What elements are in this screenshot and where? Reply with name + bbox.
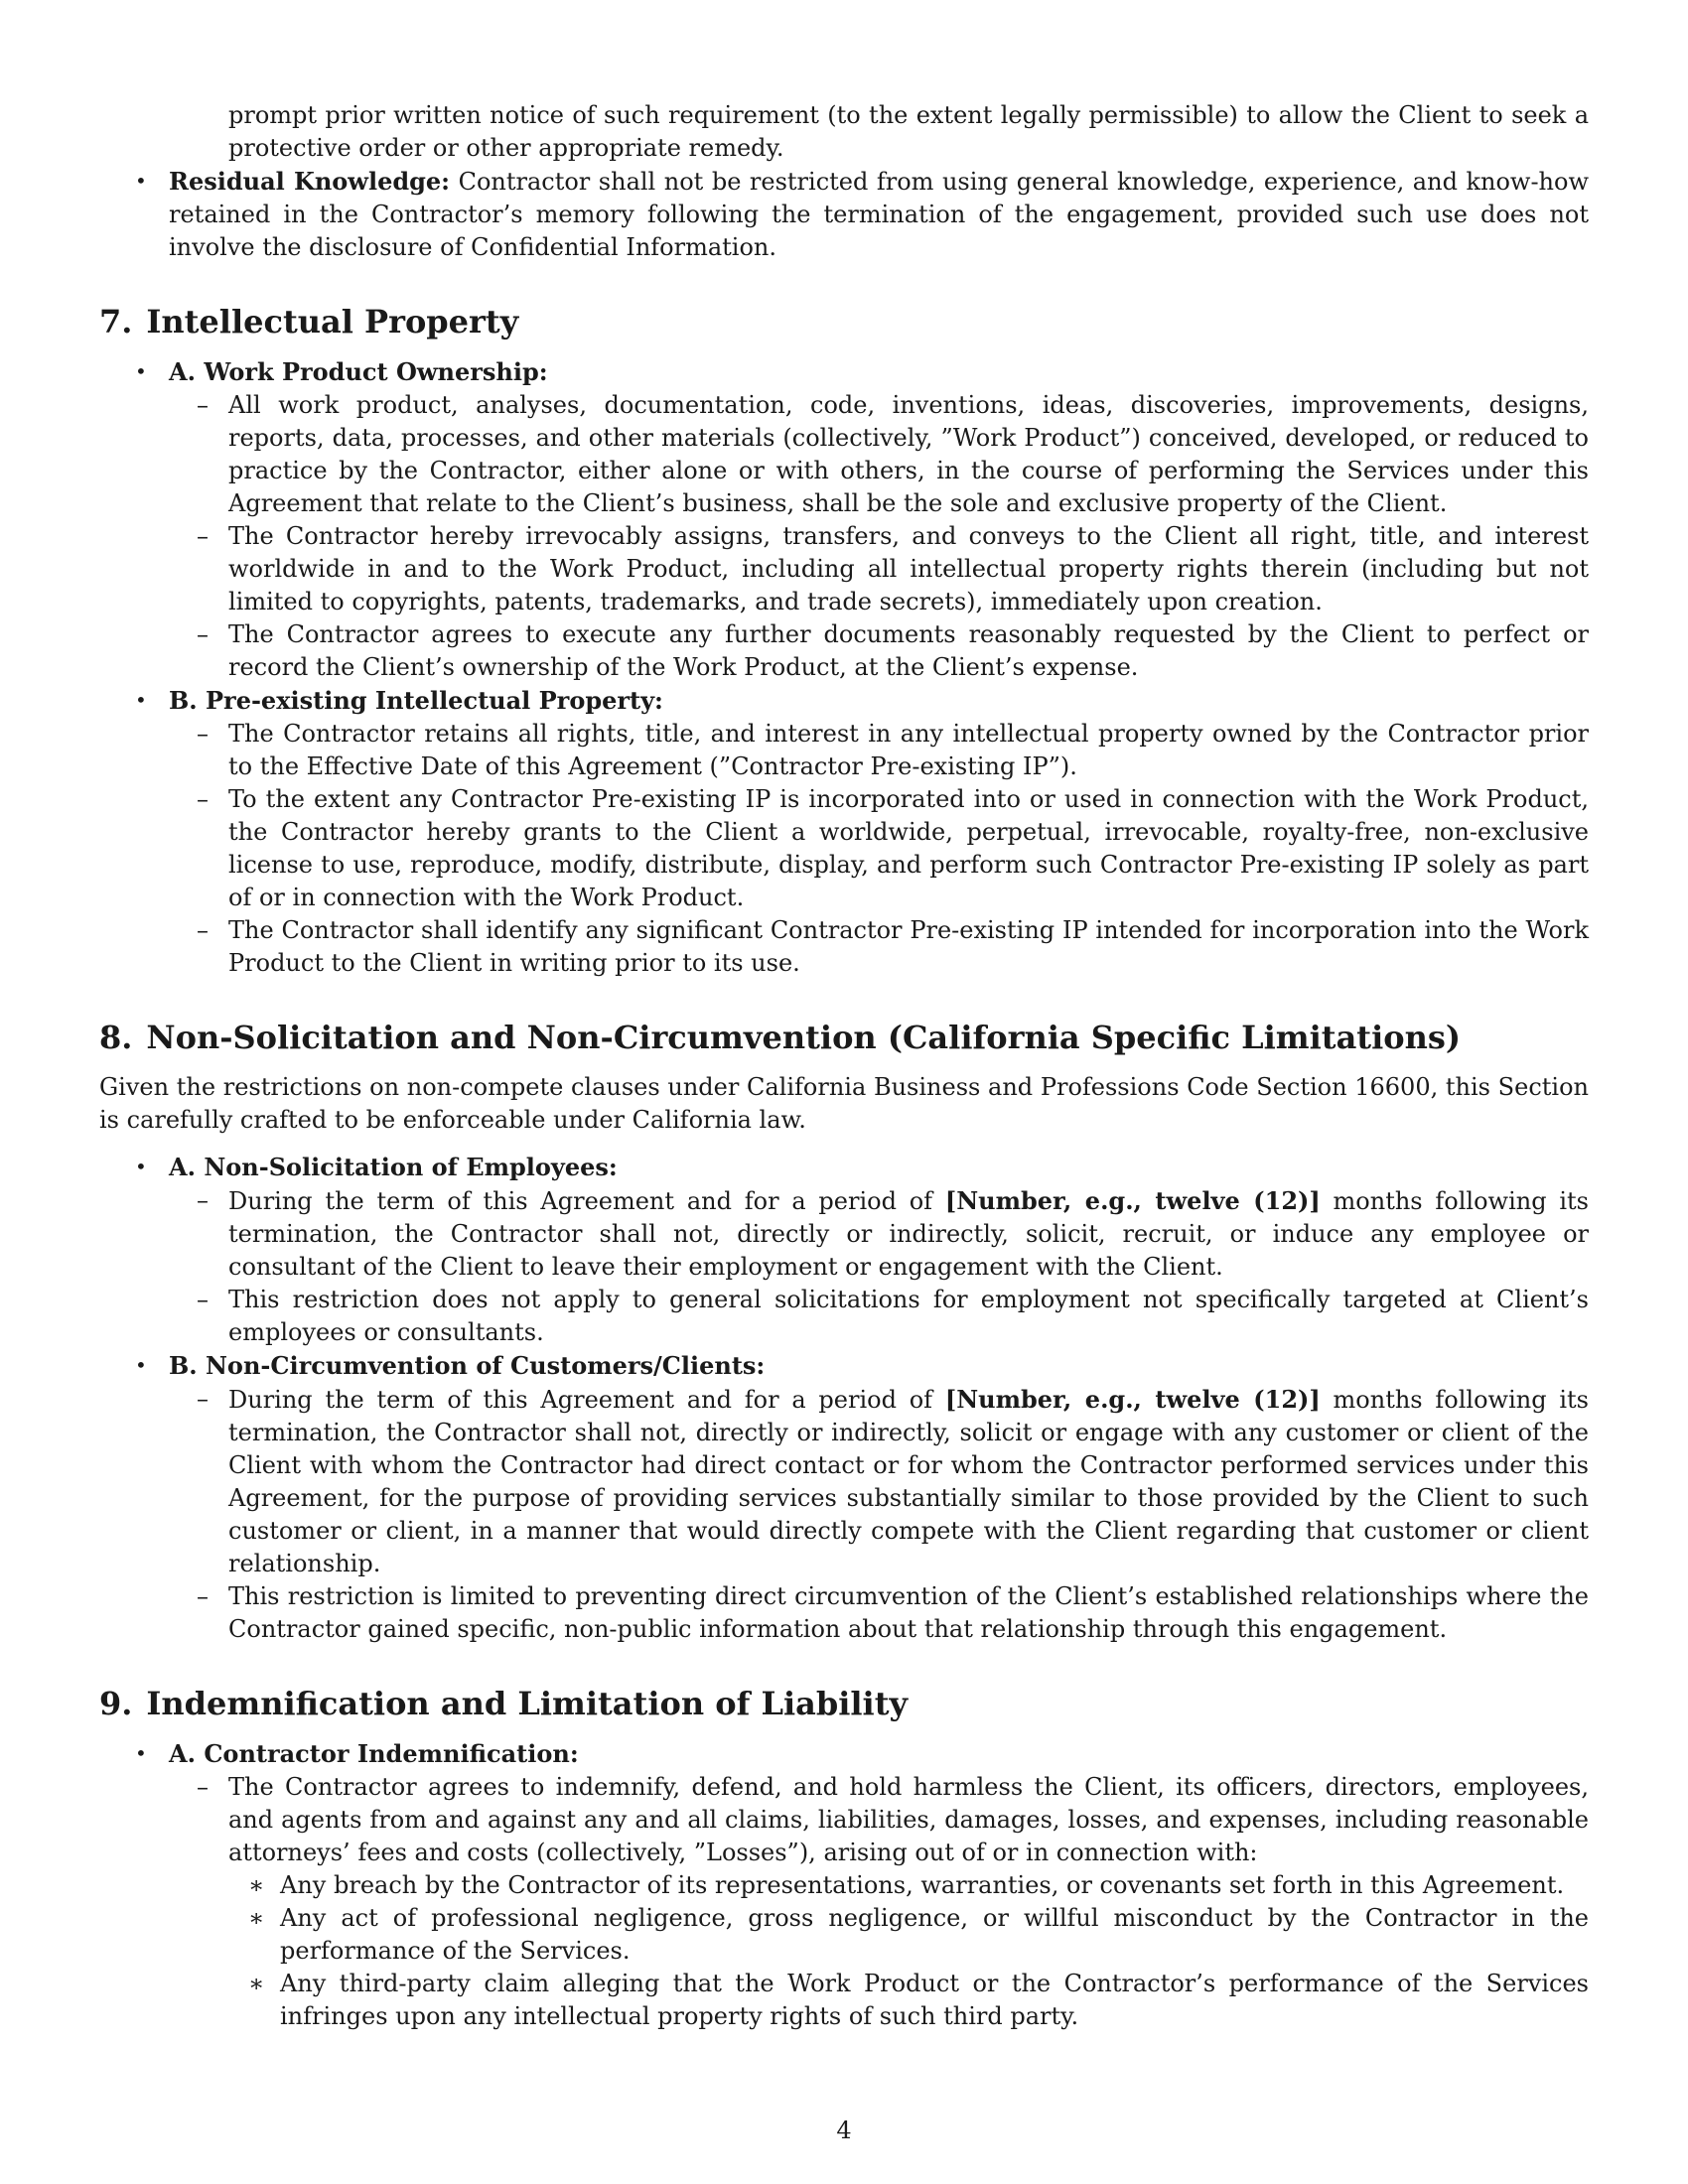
section-heading: 7. Intellectual Property <box>99 303 519 341</box>
dash-icon: – <box>197 391 209 419</box>
section-list <box>99 1737 1589 2033</box>
asterisk-icon: ∗ <box>248 1970 265 1997</box>
dash-icon: – <box>197 620 209 648</box>
list-item <box>99 355 1589 389</box>
section-list <box>99 1151 1589 1646</box>
bullet-icon: • <box>135 1155 147 1178</box>
page-content <box>99 99 1589 2033</box>
dash-icon: – <box>197 785 209 813</box>
sub-item: – During the term of this Agreement and for a period of [Number, e.g., twelve (12)] months following its termination, the Contractor shall not, directly or indirectly, solicit, recruit, or induce any employee or consultant of the Client to leave their employment or engagement with the Client. <box>197 1186 1589 1281</box>
item-heading: A. Contractor Indemnification: <box>169 1739 579 1768</box>
sub-item: – This restriction is limited to preventing direct circumvention of the Client’s established relationships where the Contractor gained specific, non-public information about that relationship through this engagement. <box>197 1582 1589 1643</box>
residual-list <box>99 165 1589 264</box>
dash-icon: – <box>197 1286 209 1313</box>
bullet-icon: • <box>135 169 147 193</box>
sub-item: – This restriction does not apply to general solicitations for employment not specifically targeted at Client’s employees or consultants. <box>197 1286 1589 1346</box>
sub-sub-item: ∗ Any breach by the Contractor of its representations, warranties, or covenants set forth in this Agreement. <box>99 1869 1589 1902</box>
item-heading: Residual Knowledge: <box>169 167 451 196</box>
sub-item: – During the term of this Agreement and for a period of [Number, e.g., twelve (12)] months following its termination, the Contractor shall not, directly or indirectly, solicit or engage with any customer or client of the Client with whom the Contractor had direct contact or for whom the Contractor performed services under this Agreement, for the purpose of providing services substantially similar to those provided by the Client to such customer or client, in a manner that would directly compete with the Client regarding that customer or client relationship. <box>197 1385 1589 1577</box>
sub-item: – The Contractor agrees to execute any further documents reasonably requested by the Client to perfect or record the Client’s ownership of the Work Product, at the Client’s expense. <box>197 620 1589 681</box>
section-intro: Given the restrictions on non-compete clauses under California Business and Professions Code Section 16600, this Section is carefully crafted to be enforceable under California law. <box>99 1073 1589 1134</box>
dash-icon: – <box>197 1773 209 1801</box>
item-heading: A. Work Product Ownership: <box>169 357 548 386</box>
dash-icon: – <box>197 720 209 748</box>
list-item <box>99 1737 1589 1771</box>
section-list <box>99 355 1589 980</box>
item-text: Contractor shall not be restricted from using general knowledge, experience, and know-how retained in the Contractor’s memory following the termination of the engagement, provided such use does not involve the disclosure of Confidential Information. <box>169 168 1589 261</box>
bullet-icon: • <box>135 1741 147 1765</box>
section-heading: 8. Non-Solicitation and Non-Circumvention (California Specific Limitations) <box>99 1019 1461 1056</box>
sub-item: – The Contractor shall identify any significant Contractor Pre-existing IP intended for incorporation into the Work Product to the Client in writing prior to its use. <box>197 916 1589 977</box>
list-item <box>99 1151 1589 1184</box>
sub-item: – The Contractor agrees to indemnify, defend, and hold harmless the Client, its officers, directors, employees, and agents from and against any and all claims, liabilities, damages, losses, and expenses, including reasonable attorneys’ fees and costs (collectively, ”Losses”), arising out of or in connection with: <box>197 1773 1589 1866</box>
item-heading: B. Non-Circumvention of Customers/Clients: <box>169 1351 766 1380</box>
bullet-icon: • <box>135 359 147 383</box>
section-heading: 9. Indemnification and Limitation of Liability <box>99 1685 909 1722</box>
page-number: 4 <box>836 2116 852 2144</box>
asterisk-icon: ∗ <box>248 1904 265 1932</box>
dash-icon: – <box>197 1186 209 1214</box>
continuation-paragraph: prompt prior written notice of such requirement (to the extent legally permissible) to allow the Client to seek a protective order or other appropriate remedy. <box>228 101 1589 162</box>
sub-sub-item: ∗ Any act of professional negligence, gross negligence, or willful misconduct by the Contractor in the performance of the Services. <box>248 1904 1589 1965</box>
dash-icon: – <box>197 916 209 944</box>
sub-item: – To the extent any Contractor Pre-existing IP is incorporated into or used in connection with the Work Product, the Contractor hereby grants to the Client a worldwide, perpetual, irrevocable, royalty-free, non-exclusive license to use, reproduce, modify, distribute, display, and perform such Contractor Pre-existing IP solely as part of or in connection with the Work Product. <box>197 785 1589 911</box>
asterisk-icon: ∗ <box>248 1871 265 1899</box>
sub-sub-item: ∗ Any third-party claim alleging that the Work Product or the Contractor’s performance of the Services infringes upon any intellectual property rights of such third party. <box>248 1970 1589 2030</box>
dash-icon: – <box>197 1582 209 1610</box>
sub-item: – The Contractor hereby irrevocably assigns, transfers, and conveys to the Client all right, title, and interest worldwide in and to the Work Product, including all intellectual property rights therein (including but not limited to copyrights, patents, trademarks, and trade secrets), immediately upon creation. <box>197 522 1589 615</box>
bullet-icon: • <box>135 688 147 712</box>
sub-item: – All work product, analyses, documentation, code, inventions, ideas, discoveries, improvements, designs, reports, data, processes, and other materials (collectively, ”Work Product”) conceived, developed, or reduced to practice by the Contractor, either alone or with others, in the course of performing the Services under this Agreement that relate to the Client’s business, shall be the sole and exclusive property of the Client. <box>197 391 1589 517</box>
dash-icon: – <box>197 1385 209 1413</box>
list-item <box>99 165 1589 264</box>
item-heading: B. Pre-existing Intellectual Property: <box>169 686 663 715</box>
list-item <box>99 684 1589 718</box>
sub-item: – The Contractor retains all rights, title, and interest in any intellectual property owned by the Contractor prior to the Effective Date of this Agreement (”Contractor Pre-existing IP”). <box>197 720 1589 780</box>
list-item <box>99 1349 1589 1383</box>
item-heading: A. Non-Solicitation of Employees: <box>169 1153 618 1181</box>
dash-icon: – <box>197 522 209 550</box>
bullet-icon: • <box>135 1353 147 1377</box>
